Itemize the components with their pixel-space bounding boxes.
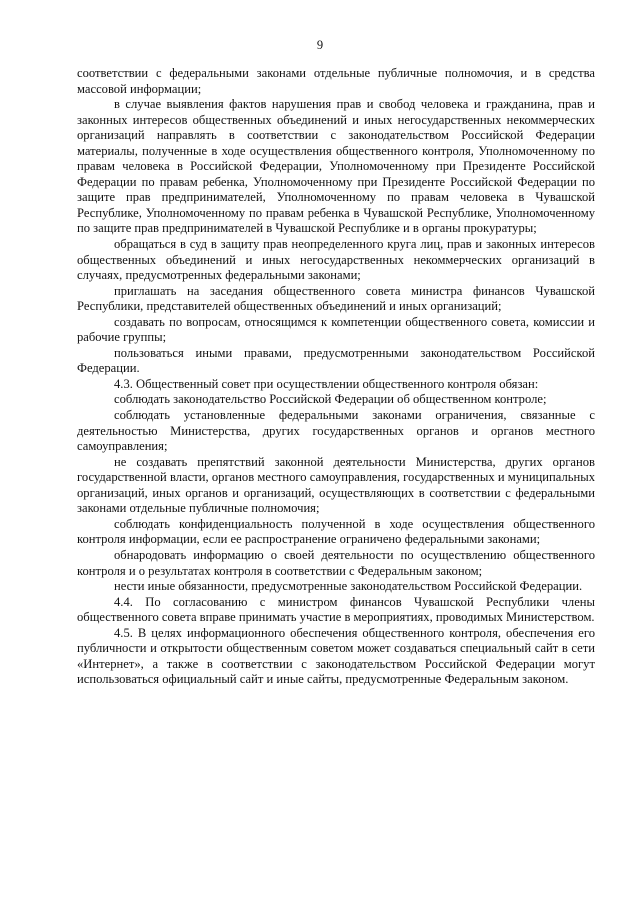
paragraph: 4.4. По согласованию с министром финансов Чувашской Республики члены общественного совета вправе принимать участие в мероприятиях, проводимых Министерством. (77, 594, 595, 625)
paragraph: 4.3. Общественный совет при осуществлении общественного контроля обязан: (114, 376, 539, 391)
paragraph: обнародовать информацию о своей деятельности по осуществлению общественного контроля и о результатах контроля в соответствии с Федеральным законом; (77, 547, 595, 578)
paragraph: приглашать на заседания общественного совета министра финансов Чувашской Республики, представителей общественных объединений и иных организаций; (77, 283, 595, 314)
paragraph: соблюдать конфиденциальность полученной в ходе осуществления общественного контроля информации, если ее распространение ограничено федеральными законами; (77, 516, 595, 547)
paragraph: в случае выявления фактов нарушения прав и свобод человека и гражданина, прав и законных интересов общественных объединений и иных негосударственных некоммерческих организаций направлять в соответствии с законодательством Российской Федерации материалы, полученные в ходе осуществления общественного контроля, Уполномоченному по правам человека в Российской Федерации, Уполномоченному при Президенте Российской Федерации по правам ребенка, Уполномоченному при Президенте Российской Федерации по защите прав предпринимателей, Уполномоченному по правам человека в Чувашской Республике, Уполномоченному по правам ребенка в Чувашской Республике, Уполномоченному по защите прав предпринимателей в Чувашской Республике и в органы прокуратуры; (77, 97, 595, 236)
paragraph: обращаться в суд в защиту прав неопределенного круга лиц, прав и законных интересов общественных объединений и иных негосударственных некоммерческих организаций в случаях, предусмотренных федеральными законами; (77, 237, 595, 283)
paragraph: создавать по вопросам, относящимся к компетенции общественного совета, комиссии и рабочие группы; (77, 314, 595, 345)
document-body (77, 66, 595, 688)
page-number: 9 (316, 38, 324, 52)
paragraph: нести иные обязанности, предусмотренные законодательством Российской Федерации. (114, 579, 583, 594)
paragraph: соблюдать установленные федеральными законами ограничения, связанные с деятельностью Министерства, других государственных органов и органов местного самоуправления; (77, 408, 595, 454)
paragraph: не создавать препятствий законной деятельности Министерства, других органов государственной власти, органов местного самоуправления, государственных и муниципальных организаций, иных органов и организаций, осуществляющих в соответствии с федеральными законами отдельные публичные полномочия; (77, 454, 595, 516)
paragraph: пользоваться иными правами, предусмотренными законодательством Российской Федерации. (77, 345, 595, 376)
paragraph: 4.5. В целях информационного обеспечения общественного контроля, обеспечения его публичности и открытости общественным советом может создаваться специальный сайт в сети «Интернет», а также в соответствии с законодательством Российской Федерации могут использоваться официальный сайт и иные сайты, предусмотренные Федеральным законом. (77, 625, 595, 687)
paragraph: соблюдать законодательство Российской Федерации об общественном контроле; (114, 392, 547, 407)
paragraph: соответствии с федеральными законами отдельные публичные полномочия, и в средства массовой информации; (77, 66, 595, 96)
